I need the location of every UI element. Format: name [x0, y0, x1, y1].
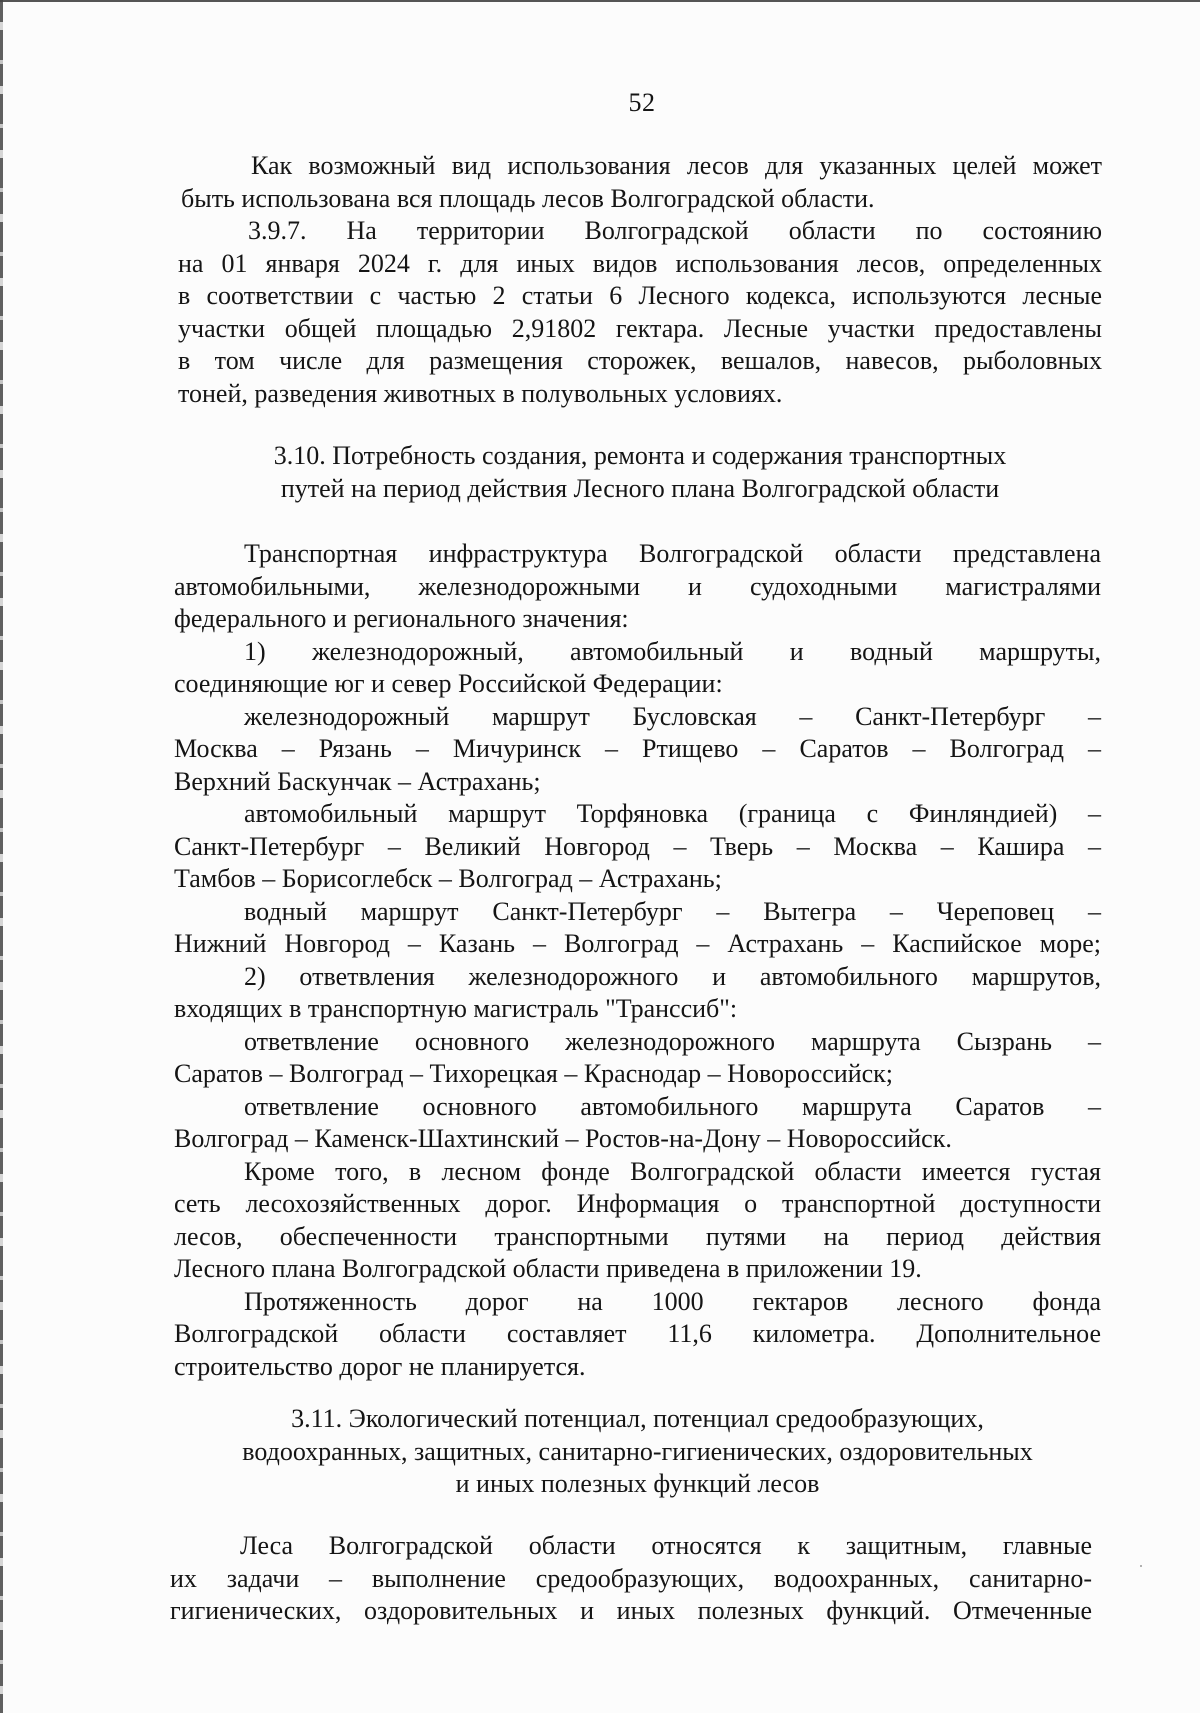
- text-line: 1) железнодорожный, автомобильный и водный маршруты,: [244, 636, 1101, 666]
- text-line: строительство дорог не планируется.: [174, 1351, 586, 1381]
- text-line: сеть лесохозяйственных дорог. Информация о транспортной доступности: [174, 1189, 1101, 1218]
- page-number: 52: [628, 88, 656, 117]
- text-line: автомобильными, железнодорожными и судоходными магистралями: [174, 571, 1101, 601]
- text-line: Тамбов – Борисоглебск – Волгоград – Астрахань;: [174, 864, 722, 893]
- text-line: быть использована вся площадь лесов Волгоградской области.: [181, 183, 875, 213]
- text-line: их задачи – выполнение средообразующих, водоохранных, санитарно-: [170, 1563, 1092, 1593]
- text-line: участки общей площадью 2,91802 гектара. Лесные участки предоставлены: [178, 313, 1102, 343]
- paragraph-usage-area: [181, 150, 1102, 215]
- heading-line: и иных полезных функций лесов: [455, 1469, 820, 1498]
- text-line: Москва – Рязань – Мичуринск – Ртищево – Саратов – Волгоград –: [174, 734, 1101, 763]
- paragraph-forest-functions: [170, 1530, 1092, 1628]
- text-line: в том числе для размещения сторожек, вешалов, навесов, рыболовных: [178, 346, 1102, 375]
- text-line: автомобильный маршрут Торфяновка (граница с Финляндией) –: [244, 799, 1101, 828]
- text-line: ответвление основного автомобильного маршрута Саратов –: [244, 1091, 1101, 1121]
- section-heading-3-10: [178, 440, 1102, 505]
- text-line: Волгоград – Каменск-Шахтинский – Ростов-на-Дону – Новороссийск.: [174, 1124, 952, 1153]
- heading-line: 3.10. Потребность создания, ремонта и содержания транспортных: [273, 441, 1007, 470]
- text-line: Леса Волгоградской области относятся к защитным, главные: [240, 1531, 1092, 1560]
- text-line: Лесного плана Волгоградской области приведена в приложении 19.: [174, 1254, 922, 1283]
- text-line: Волгоградской области составляет 11,6 километра. Дополнительное: [174, 1319, 1101, 1348]
- text-line: Кроме того, в лесном фонде Волгоградской области имеется густая: [244, 1156, 1101, 1186]
- text-line: входящих в транспортную магистраль "Транссиб":: [174, 994, 738, 1023]
- scan-edge-left: [0, 0, 3, 1713]
- heading-line: водоохранных, защитных, санитарно-гигиенических, оздоровительных: [242, 1436, 1033, 1466]
- scan-edge-top: [0, 0, 1200, 4]
- heading-line: 3.11. Экологический потенциал, потенциал средообразующих,: [291, 1404, 984, 1433]
- text-line: Верхний Баскунчак – Астрахань;: [174, 766, 541, 796]
- text-line: Саратов – Волгоград – Тихорецкая – Краснодар – Новороссийск;: [174, 1059, 893, 1088]
- text-line: лесов, обеспеченности транспортными путями на период действия: [174, 1221, 1101, 1251]
- paragraph-3-9-7: [178, 215, 1102, 410]
- text-line: гигиенических, оздоровительных и иных полезных функций. Отмеченные: [170, 1596, 1092, 1625]
- section-heading-3-11: [174, 1403, 1101, 1501]
- text-line: соединяющие юг и север Российской Федерации:: [174, 669, 723, 698]
- text-line: 2) ответвления железнодорожного и автомобильного маршрутов,: [244, 961, 1101, 991]
- text-line: Нижний Новгород – Казань – Волгоград – Астрахань – Каспийское море;: [174, 929, 1101, 958]
- text-line: Санкт-Петербург – Великий Новгород – Тверь – Москва – Кашира –: [174, 831, 1101, 861]
- text-line: Как возможный вид использования лесов для указанных целей может: [251, 151, 1102, 180]
- text-line: в соответствии с частью 2 статьи 6 Лесного кодекса, используются лесные: [178, 281, 1102, 310]
- text-line: водный маршрут Санкт-Петербург – Вытегра – Череповец –: [244, 896, 1101, 926]
- text-line: 3.9.7. На территории Волгоградской области по состоянию: [248, 216, 1102, 245]
- text-line: Протяженность дорог на 1000 гектаров лесного фонда: [244, 1286, 1101, 1316]
- paragraph-transport-infrastructure: [174, 538, 1101, 1383]
- scan-speck: [1140, 1565, 1142, 1567]
- text-line: железнодорожный маршрут Бусловская – Санкт-Петербург –: [244, 701, 1101, 731]
- text-line: Транспортная инфраструктура Волгоградской области представлена: [244, 539, 1101, 568]
- text-line: федерального и регионального значения:: [174, 604, 629, 633]
- text-line: на 01 января 2024 г. для иных видов использования лесов, определенных: [178, 248, 1102, 278]
- heading-line: путей на период действия Лесного плана Волгоградской области: [280, 473, 1000, 503]
- text-line: тоней, разведения животных в полувольных условиях.: [178, 378, 783, 408]
- text-line: ответвление основного железнодорожного маршрута Сызрань –: [244, 1026, 1101, 1056]
